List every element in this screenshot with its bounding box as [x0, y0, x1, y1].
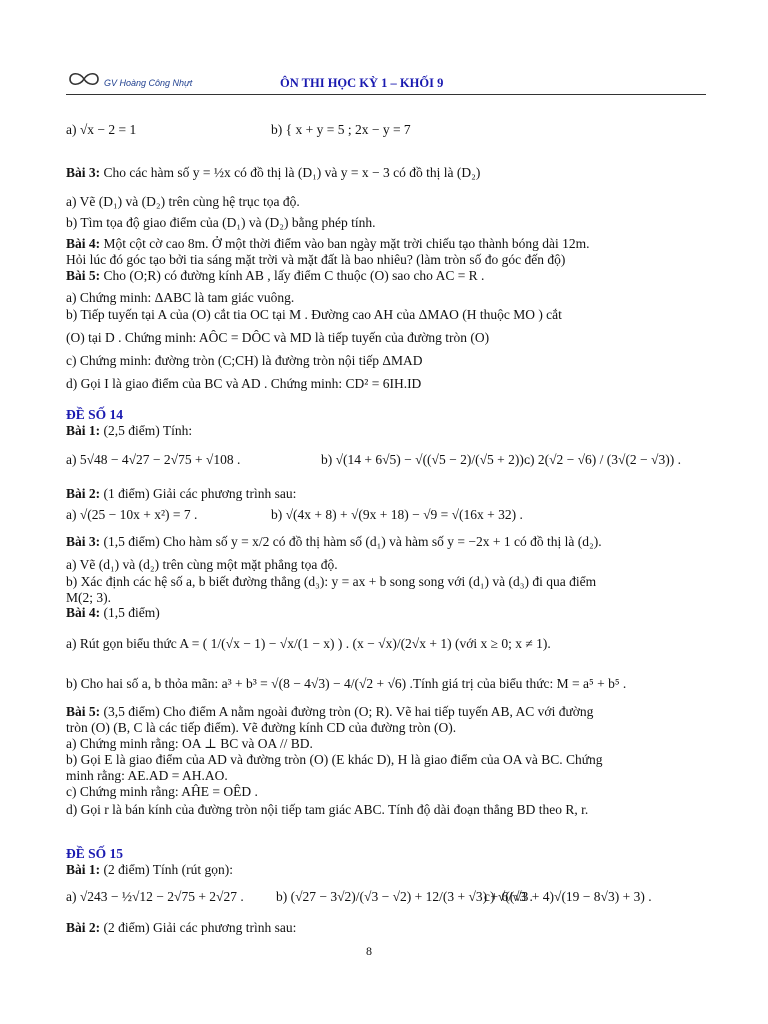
- exercise-heading: [66, 423, 192, 439]
- section-title: ĐỀ SỐ 15: [66, 846, 124, 861]
- problem-line: b) Tìm tọa độ giao điểm của (D₁) và (D₂) bằng phép tính.: [66, 215, 376, 230]
- item-c: c) √((√3 + 4)√(19 − 8√3) + 3) .: [484, 889, 652, 904]
- problem-line: tròn (O) (B, C là các tiếp điểm). Vẽ đường kính CD của đường tròn (O).: [66, 720, 457, 735]
- exercise-label: Bài 3:: [66, 165, 101, 180]
- header-author: GV Hoàng Công Nhựt: [104, 78, 193, 88]
- exercise-text: (2 điểm) Tính (rút gọn):: [100, 862, 233, 877]
- exercise-label: Bài 5:: [66, 704, 101, 719]
- exercise-text: (1,5 điểm) Cho hàm số y = x/2 có đồ thị hàm số (d₁) và hàm số y = −2x + 1 có đồ thị là (d₂).: [100, 534, 602, 549]
- exercise-text: (3,5 điểm) Cho điểm A nằm ngoài đường tròn (O; R). Vẽ hai tiếp tuyến AB, AC với đường: [100, 704, 594, 719]
- exercise-label: Bài 1:: [66, 423, 101, 438]
- exercise-text: (1,5 điểm): [100, 605, 160, 620]
- item-a: a) 5√48 − 4√27 − 2√75 + √108 .: [66, 452, 241, 467]
- problem-line: d) Gọi r là bán kính của đường tròn nội tiếp tam giác ABC. Tính độ dài đoạn thẳng BD theo R, r.: [66, 802, 589, 817]
- problem-line: b) Cho hai số a, b thỏa mãn: a³ + b³ = √(8 − 4√3) − 4/(√2 + √6) .Tính giá trị của biểu thức: M = a⁵ + b⁵ .: [66, 676, 627, 691]
- exercise-heading: [66, 862, 233, 878]
- header-title: ÔN THI HỌC KỲ 1 – KHỐI 9: [280, 76, 444, 90]
- exercise-text: (2,5 điểm) Tính:: [100, 423, 193, 438]
- problem-line: c) Chứng minh rằng: AĤE = OÊD .: [66, 784, 258, 799]
- header-divider: [66, 94, 706, 95]
- exercise-text: (1 điểm) Giải các phương trình sau:: [100, 486, 297, 501]
- exercise-label: Bài 5:: [66, 268, 101, 283]
- item-a: a) √243 − ½√12 − 2√75 + 2√27 .: [66, 889, 244, 904]
- item-b: b) √(4x + 8) + √(9x + 18) − √9 = √(16x + 32) .: [271, 507, 523, 522]
- exercise-heading: [66, 704, 593, 720]
- problem-line: a) Chứng minh: ΔABC là tam giác vuông.: [66, 290, 295, 305]
- exercise-label: Bài 4:: [66, 236, 101, 251]
- item-c: c) 2(√2 − √6) / (3√(2 − √3)) .: [524, 452, 681, 467]
- problem-line: a) Chứng minh rằng: OA ⊥ BC và OA // BD.: [66, 736, 313, 751]
- problem-line: c) Chứng minh: đường tròn (C;CH) là đường tròn nội tiếp ΔMAD: [66, 353, 423, 368]
- page-header: [66, 68, 706, 98]
- problem-line: (O) tại D . Chứng minh: AÔC = DÔC và MD là tiếp tuyến của đường tròn (O): [66, 330, 490, 345]
- problem-line: b) Gọi E là giao điểm của AD và đường tròn (O) (E khác D), H là giao điểm của OA và BC. Chứng: [66, 752, 603, 767]
- problem-line: b) Tiếp tuyến tại A của (O) cắt tia OC tại M . Đường cao AH của ΔMAO (H thuộc MO ) cắt: [66, 307, 562, 322]
- exercise-heading: [66, 605, 160, 621]
- item-a: a) √(25 − 10x + x²) = 7 .: [66, 507, 198, 522]
- exercise-label: Bài 4:: [66, 605, 101, 620]
- problem-line: a) Rút gọn biểu thức A = ( 1/(√x − 1) − √x/(1 − x) ) . (x − √x)/(2√x + 1) (với x ≥ 0; x ≠ 1).: [66, 636, 551, 651]
- exercise-label: Bài 2:: [66, 920, 101, 935]
- exercise-text: Cho các hàm số y = ½x có đồ thị là (D₁) và y = x − 3 có đồ thị là (D₂): [100, 165, 481, 180]
- problem-line: a) Vẽ (d₁) và (d₂) trên cùng một mặt phẳng tọa độ.: [66, 557, 338, 572]
- page-number: 8: [366, 944, 372, 958]
- item-b: b) (√27 − 3√2)/(√3 − √2) + 12/(3 + √3) + 6/√3 .: [276, 889, 533, 904]
- exercise-heading: [66, 486, 296, 502]
- problem-line: M(2; 3).: [66, 590, 111, 605]
- exercise-label: Bài 1:: [66, 862, 101, 877]
- exercise-label: Bài 3:: [66, 534, 101, 549]
- section-title: ĐỀ SỐ 14: [66, 407, 124, 422]
- problem-line: d) Gọi I là giao điểm của BC và AD . Chứng minh: CD² = 6IH.ID: [66, 376, 422, 391]
- infinity-logo-icon: [66, 68, 102, 90]
- problem-line: b) Xác định các hệ số a, b biết đường thẳng (d₃): y = ax + b song song với (d₁) và (d₃) đi qua điểm: [66, 574, 597, 589]
- problem-line: minh rằng: AE.AD = AH.AO.: [66, 768, 228, 783]
- item-a: a) √x − 2 = 1: [66, 122, 137, 137]
- problem-line: a) Vẽ (D₁) và (D₂) trên cùng hệ trục tọa độ.: [66, 194, 300, 209]
- exercise-text: (2 điểm) Giải các phương trình sau:: [100, 920, 297, 935]
- exercise-heading: [66, 920, 296, 936]
- exercise-text: Cho (O;R) có đường kính AB , lấy điểm C thuộc (O) sao cho AC = R .: [100, 268, 485, 283]
- exercise-heading: [66, 534, 602, 550]
- exercise-heading: [66, 268, 484, 284]
- exercise-heading: [66, 165, 480, 181]
- exercise-label: Bài 2:: [66, 486, 101, 501]
- problem-line: Hỏi lúc đó góc tạo bởi tia sáng mặt trời và mặt đất là bao nhiêu? (làm tròn số đo góc đến độ): [66, 252, 566, 267]
- exercise-text: Một cột cờ cao 8m. Ở một thời điểm vào ban ngày mặt trời chiếu tạo thành bóng dài 12m.: [100, 236, 590, 251]
- item-b: b) { x + y = 5 ; 2x − y = 7: [271, 122, 411, 137]
- item-b: b) √(14 + 6√5) − √((√5 − 2)/(√5 + 2)) .: [321, 452, 531, 467]
- exercise-heading: [66, 236, 589, 252]
